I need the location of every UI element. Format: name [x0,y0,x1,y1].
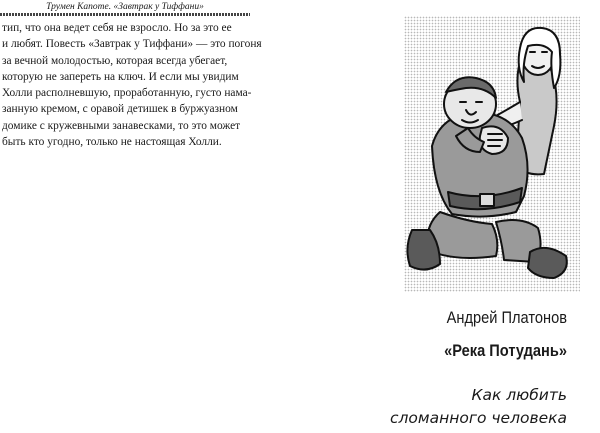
body-text [2,20,262,150]
kneeling-figure-hugging-woman-illustration [404,16,580,292]
text-line: которую не запереть на ключ. И если мы увидим [2,70,239,83]
left-page [0,0,292,433]
text-line: Холли располневшую, проработанную, густо нама- [2,87,252,100]
text-line: за вечной молодостью, которая всегда убегает, [2,54,228,67]
chapter-tagline [327,384,567,430]
tagline-line: сломанного человека [389,409,567,427]
text-line: домике с кружевными занавесками, то это может [2,119,241,132]
header-rule [0,13,250,16]
text-line: быть кто угодно, только не настоящая Холли. [2,136,222,149]
illustration [404,16,580,292]
tagline-line: Как любить [471,386,567,404]
book-title: «Река Потудань» [444,341,567,360]
text-line: и любят. Повесть «Завтрак у Тиффани» — это погоня [2,38,262,51]
running-head: Трумен Капоте. «Завтрак у Тиффани» [46,2,204,12]
text-line: тип, что она ведет себя не взросло. Но за это ее [2,22,232,34]
right-page [292,0,600,433]
author-name: Андрей Платонов [446,308,567,327]
text-line: занную кремом, с оравой детишек в буржуазном [2,103,238,116]
